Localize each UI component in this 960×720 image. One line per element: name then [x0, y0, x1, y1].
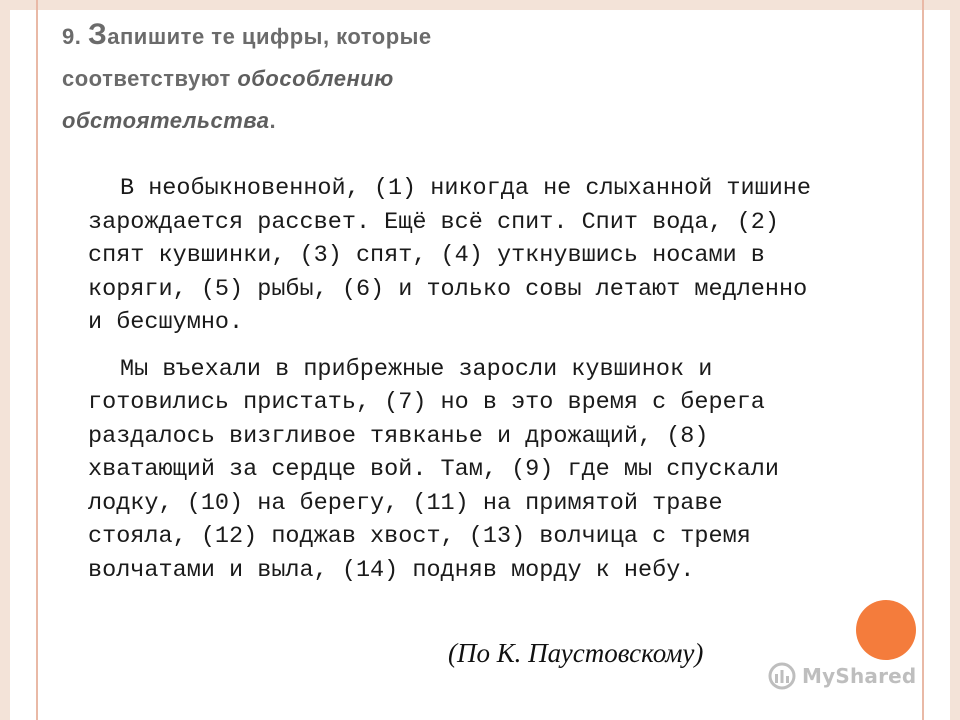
title-end-punct: .	[269, 108, 277, 133]
title-emphasis-1: обособлению	[237, 66, 394, 91]
orange-circle-decoration	[856, 600, 916, 660]
frame-top-border	[0, 0, 960, 10]
frame-left-border	[0, 0, 10, 720]
left-vertical-rule	[36, 0, 38, 720]
right-vertical-rule	[922, 0, 924, 720]
paragraph-2: Мы въехали в прибрежные заросли кувшинок и готовились пристать, (7) но в это время с берега раздалось визгливое тявканье и дрожащий, (8) хватающий за сердце вой. Там, (9) где мы спускали лодку, (10) на берегу, (11) на примятой траве стояла, (12) поджав хвост, (13) волчица с тремя волчатами и выла, (14) подняв морду к небу.	[88, 355, 780, 584]
slide-title	[62, 14, 892, 142]
title-number: 9.	[62, 24, 88, 49]
paragraph-1: В необыкновенной, (1) никогда не слыханной тишине зарождается рассвет. Ещё всё спит. Спит вода, (2) спят кувшинки, (3) спят, (4) уткнувшись носами в коряги, (5) рыбы, (6) и только совы летают медленно и бесшумно.	[88, 175, 812, 336]
title-emphasis-2: обстоятельства	[62, 108, 270, 133]
myshared-watermark	[768, 660, 928, 692]
author-attribution: (По К. Паустовскому)	[448, 638, 704, 668]
title-line2: соответствуют	[62, 66, 238, 91]
title-line1: апишите те цифры, которые	[107, 24, 432, 49]
exercise-text	[88, 172, 828, 587]
watermark-text: MyShared	[802, 664, 917, 688]
myshared-logo-icon	[768, 662, 796, 690]
frame-right-border	[950, 0, 960, 720]
title-cap-letter: З	[87, 18, 108, 51]
